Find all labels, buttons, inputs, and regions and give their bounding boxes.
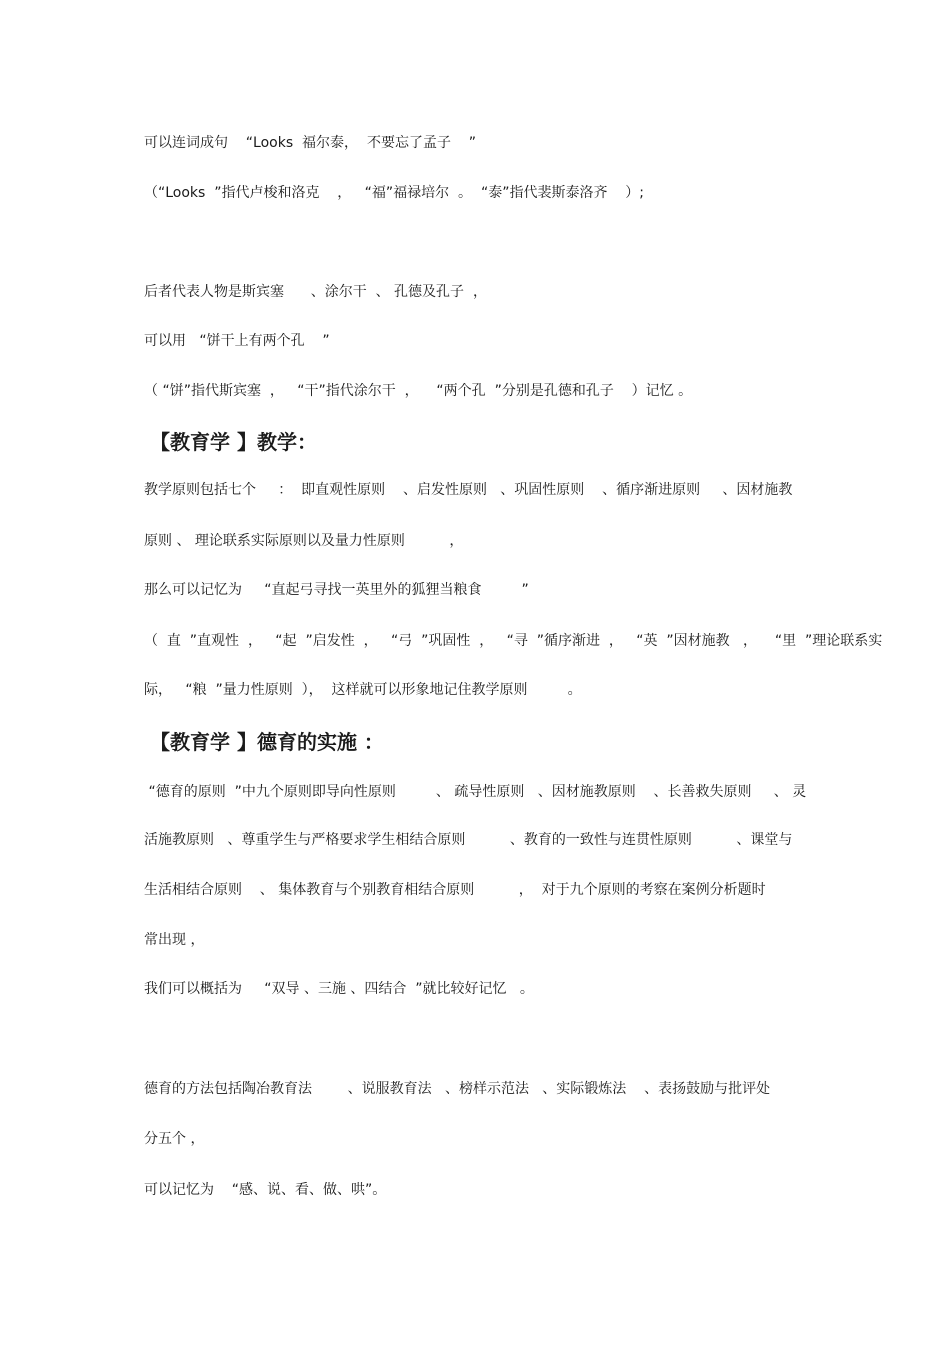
text-line-8: 那么可以记忆为 “直起弓寻找一英里外的狐狸当粮食 ”: [144, 582, 529, 598]
text-line-15: 我们可以概括为 “双导 、三施 、四结合 ”就比较好记忆 。: [144, 981, 534, 997]
text-line-6: 教学原则包括七个 ： 即直观性原则 、启发性原则 、巩固性原则 、循序渐进原则 、因材施教: [144, 482, 793, 498]
text-line-5: （ “饼”指代斯宾塞 ， “干”指代涂尔干 ， “两个孔 ”分别是孔德和孔子 ）记忆 。: [144, 383, 693, 399]
text-line-10: 际， “粮 ”量力性原则 ）， 这样就可以形象地记住教学原则 。: [144, 682, 582, 698]
text-line-9: （ 直 ”直观性 ， “起 ”启发性 ， “弓 ”巩固性 ， “寻 ”循序渐进 ， “英 ”因材施教 ， “里 ”理论联系实: [144, 633, 883, 649]
text-line-14: 常出现 ，: [144, 932, 205, 948]
section-heading-moral-education: 【教育学 】德育的实施 ：: [150, 730, 384, 754]
text-line-3: 后者代表人物是斯宾塞 、涂尔干 、 孔德及孔子 ，: [144, 284, 487, 300]
text-line-1: 可以连词成句 “Looks 福尔泰， 不要忘了孟子 ”: [144, 135, 476, 151]
text-line-18: 可以记忆为 “感、说、看、做、哄”。: [144, 1182, 387, 1198]
text-line-16: 德育的方法包括陶冶教育法 、说服教育法 、榜样示范法 、实际锻炼法 、表扬鼓励与批评处: [144, 1081, 771, 1097]
section-heading-teaching: 【教育学 】教学：: [150, 430, 317, 454]
text-line-13: 生活相结合原则 、 集体教育与个别教育相结合原则 ， 对于九个原则的考察在案例分析题时: [144, 882, 766, 898]
text-line-7: 原则 、 理论联系实际原则以及量力性原则 ，: [144, 533, 464, 549]
text-line-11: “德育的原则 ”中九个原则即导向性原则 、 疏导性原则 、因材施教原则 、长善救失原则 、 灵: [144, 784, 807, 800]
text-line-12: 活施教原则 、尊重学生与严格要求学生相结合原则 、教育的一致性与连贯性原则 、课堂与: [144, 832, 793, 848]
text-line-2: （“Looks ”指代卢梭和洛克 ， “福”福禄培尔 。 “泰”指代裴斯泰洛齐 ）;: [144, 185, 644, 201]
text-line-4: 可以用 “饼干上有两个孔 ”: [144, 333, 330, 349]
text-line-17: 分五个 ，: [144, 1131, 205, 1147]
